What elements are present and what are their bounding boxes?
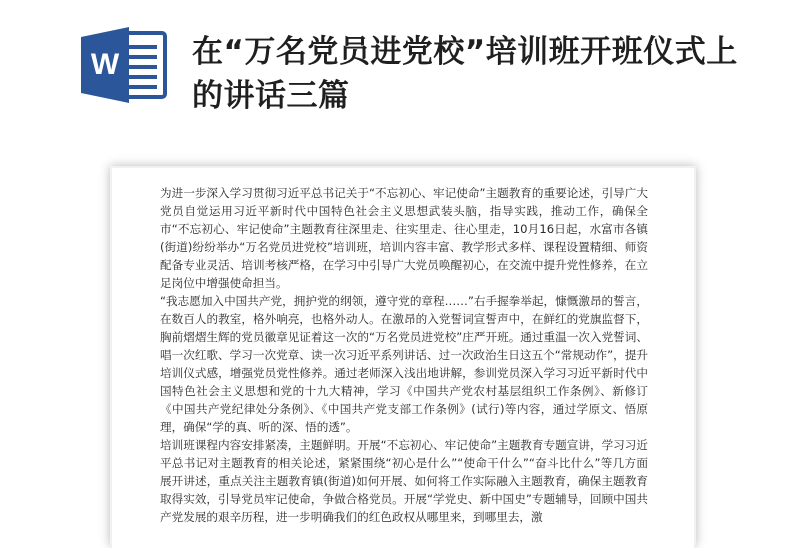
paragraph: 培训班课程内容安排紧凑，主题鲜明。开展“不忘初心、牢记使命”主题教育专题宣讲，学习习近平总书记对主题教育的相关论述，紧紧围绕“初心是什么”“使命干什么”“奋斗比什么”等几方面展开讲述，重点关注主题教育镇(街道)如何开展、如何将工作实际融入主题教育，确保主题教育取得实效，引导党员牢记使命，争做合格党员。开展“学党史、新中国史”专题辅导，回顾中国共产党发展的艰辛历程，进一步明确我们的红色政权从哪里来，到哪里去，激 [160, 438, 648, 524]
document-page[interactable] [112, 168, 694, 548]
paragraph: 为进一步深入学习贯彻习近平总书记关于“不忘初心、牢记使命”主题教育的重要论述，引导广大党员自觉运用习近平新时代中国特色社会主义思想武装头脑，指导实践，推动工作，确保全市“不忘初心、牢记使命”主题教育往深里走、往实里走、往心里走，10月16日起，水富市各镇(街道)纷纷举办“万名党员进党校”培训班，培训内容丰富、教学形式多样、课程设置精细、师资配备专业灵活、培训考核严格，在学习中引导广大党员唤醒初心，在交流中提升党性修养，在立足岗位中增强使命担当。 [160, 186, 648, 290]
document-body [160, 184, 648, 526]
word-letter: W [90, 48, 120, 81]
word-document-icon [81, 27, 171, 103]
document-title: 在“万名党员进党校”培训班开班仪式上的讲话三篇 [192, 34, 738, 114]
paragraph: “我志愿加入中国共产党，拥护党的纲领，遵守党的章程……”右手握拳举起，慷慨激昂的誓言，在数百人的教室，格外响亮，也格外动人。在激昂的入党誓词宣誓声中，在鲜红的党旗监督下，胸前熠熠生辉的党员徽章见证着这一次的“万名党员进党校”庄严开班。通过重温一次入党誓词、唱一次红歌、学习一次党章、读一次习近平系列讲话、过一次政治生日这五个“常规动作”，提升培训仪式感，增强党员党性修养。通过老师深入浅出地讲解，参训党员深入学习习近平新时代中国特色社会主义思想和党的十九大精神，学习《中国共产党农村基层组织工作条例》、新修订《中国共产党纪律处分条例》、《中国共产党支部工作条例》(试行)等内容，通过学原文、悟原理，确保“学的真、听的深、悟的透”。 [160, 294, 648, 434]
